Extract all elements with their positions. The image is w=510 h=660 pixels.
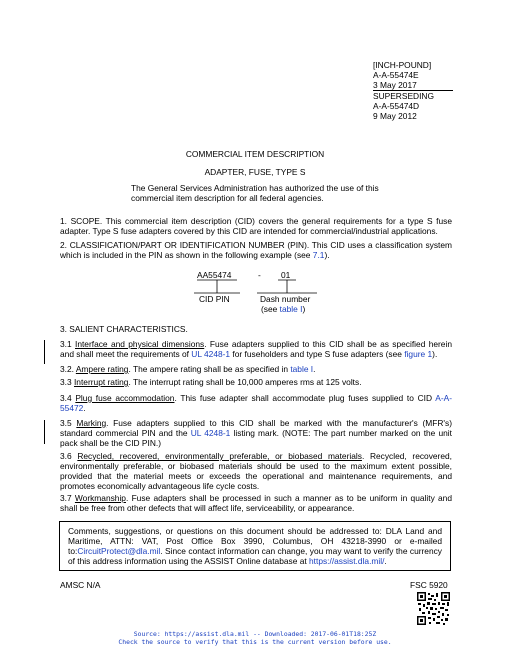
authorization-line-2: commercial item description for all federal agencies. — [131, 193, 324, 203]
authorization-statement — [131, 183, 431, 203]
ul-4248-1-link[interactable]: UL 4248-1 — [191, 349, 231, 359]
cid-pin-label: CID PIN — [199, 294, 230, 304]
amsc-label: AMSC N/A — [60, 580, 101, 590]
superseded-date: 9 May 2012 — [373, 111, 417, 121]
inch-pound-label: [INCH-POUND] — [373, 60, 432, 70]
email-link[interactable]: CircuitProtect@dla.mil — [77, 546, 161, 556]
document-subtitle: ADAPTER, FUSE, TYPE S — [204, 167, 306, 177]
source-line: Source: https://assist.dla.mil -- Downloaded: 2017-06-01T18:25Z — [133, 630, 377, 638]
section-3-2: 3.2. Ampere rating. The ampere rating shall be as specified in table I. — [60, 364, 316, 374]
section-3-2-title: Ampere rating — [75, 364, 129, 374]
document-number: A-A-55474E — [373, 70, 419, 80]
section-3-7-title: Workmanship — [74, 493, 126, 503]
section-3-3: 3.3 Interrupt rating. The interrupt rating shall be 10,000 amperes rms at 125 volts. — [60, 377, 362, 387]
comments-notice-box: Comments, suggestions, or questions on this document should be addressed to: DLA Land and Maritime, ATTN: VAT, Post Office Box 3990, Columbus, OH 43218-3990 or e-mailed to:CircuitProtect@dla.mil. Since contact information can change, you may want to verify the currency of this address information using the ASSIST Online database at https://assist.dla.mil/. — [59, 521, 451, 571]
change-bar — [44, 340, 45, 364]
section-7-1-link[interactable]: 7.1 — [312, 250, 325, 260]
document-title: COMMERCIAL ITEM DESCRIPTION — [185, 149, 325, 159]
superseding-label: SUPERSEDING — [373, 91, 434, 101]
section-3-1-title: Interface and physical dimensions — [75, 339, 205, 349]
change-bar — [44, 420, 45, 444]
section-3-3-title: Interrupt rating — [73, 377, 129, 387]
section-3-5-title: Marking — [76, 418, 107, 428]
ul-4248-1-link[interactable]: UL 4248-1 — [190, 428, 231, 438]
qr-code-graphic — [417, 592, 450, 625]
superseded-number: A-A-55474D — [373, 101, 420, 111]
a-a-55472-link[interactable]: A-A-55472 — [60, 393, 452, 413]
pin-example-diagram — [180, 268, 330, 318]
dash-number-label: Dash number — [260, 294, 311, 304]
document-date: 3 May 2017 — [373, 80, 453, 91]
section-3-6: 3.6 Recycled, recovered, environmentally preferable, or biobased materials. Recycled, recovered, environmentally preferable, or biobased materials should be used to the maximum extent possible, provided that the material meets or exceeds the operational and maintenance requirements, and promotes economically advantageous life cycle costs. — [60, 451, 452, 491]
verify-line: Check the source to verify that this is the current version before use. — [118, 638, 392, 646]
assist-url-link[interactable]: https://assist.dla.mil/ — [309, 556, 385, 566]
section-3-7: 3.7 Workmanship. Fuse adapters shall be processed in such a manner as to be uniform in quality and shall be free from other defects that will affect life, serviceability, or appearance. — [60, 493, 452, 513]
see-table-note: (see table I) — [261, 304, 306, 314]
document-header — [373, 60, 453, 121]
section-3-4: 3.4 Plug fuse accommodation. This fuse adapter shall accommodate plug fuses supplied to CID A-A-55472. — [60, 393, 452, 413]
scope-paragraph: 1. SCOPE. This commercial item description (CID) covers the general requirements for a type S fuse adapter. Type S fuse adapters covered by this CID are intended for commercial/industrial applications. — [60, 216, 452, 236]
section-3-5: 3.5 Marking. Fuse adapters supplied to this CID shall be marked with the manufacturer's (MFR's) standard commercial PIN and the UL 4248-1 listing mark. (NOTE: The part number marked on the unit pack shall be the CID PIN.) — [60, 418, 452, 448]
cid-pin-value: AA55474 — [197, 270, 232, 280]
section-3-4-title: Plug fuse accommodation — [75, 393, 175, 403]
dash-number-value: 01 — [281, 270, 291, 280]
table-i-link[interactable]: table I — [279, 304, 303, 314]
table-i-link[interactable]: table I — [290, 364, 314, 374]
section-3-1: 3.1 Interface and physical dimensions. Fuse adapters supplied to this CID shall be as specified herein and shall meet the requirements of UL 4248-1 for fuseholders and type S fuse adapters (see figure 1). — [60, 339, 452, 359]
authorization-line-1: The General Services Administration has authorized the use of this — [131, 183, 379, 193]
section-3-6-title: Recycled, recovered, environmentally preferable, or biobased materials — [77, 451, 362, 461]
fsc-label: FSC 5920 — [410, 580, 448, 590]
qr-code — [417, 592, 450, 625]
salient-heading: 3. SALIENT CHARACTERISTICS. — [60, 324, 188, 334]
figure-1-link[interactable]: figure 1 — [404, 349, 433, 359]
classification-paragraph: 2. CLASSIFICATION/PART OR IDENTIFICATION NUMBER (PIN). This CID uses a classification system which is included in the PIN as shown in the following example (see 7.1). — [60, 240, 452, 260]
pin-separator: - — [258, 270, 261, 280]
